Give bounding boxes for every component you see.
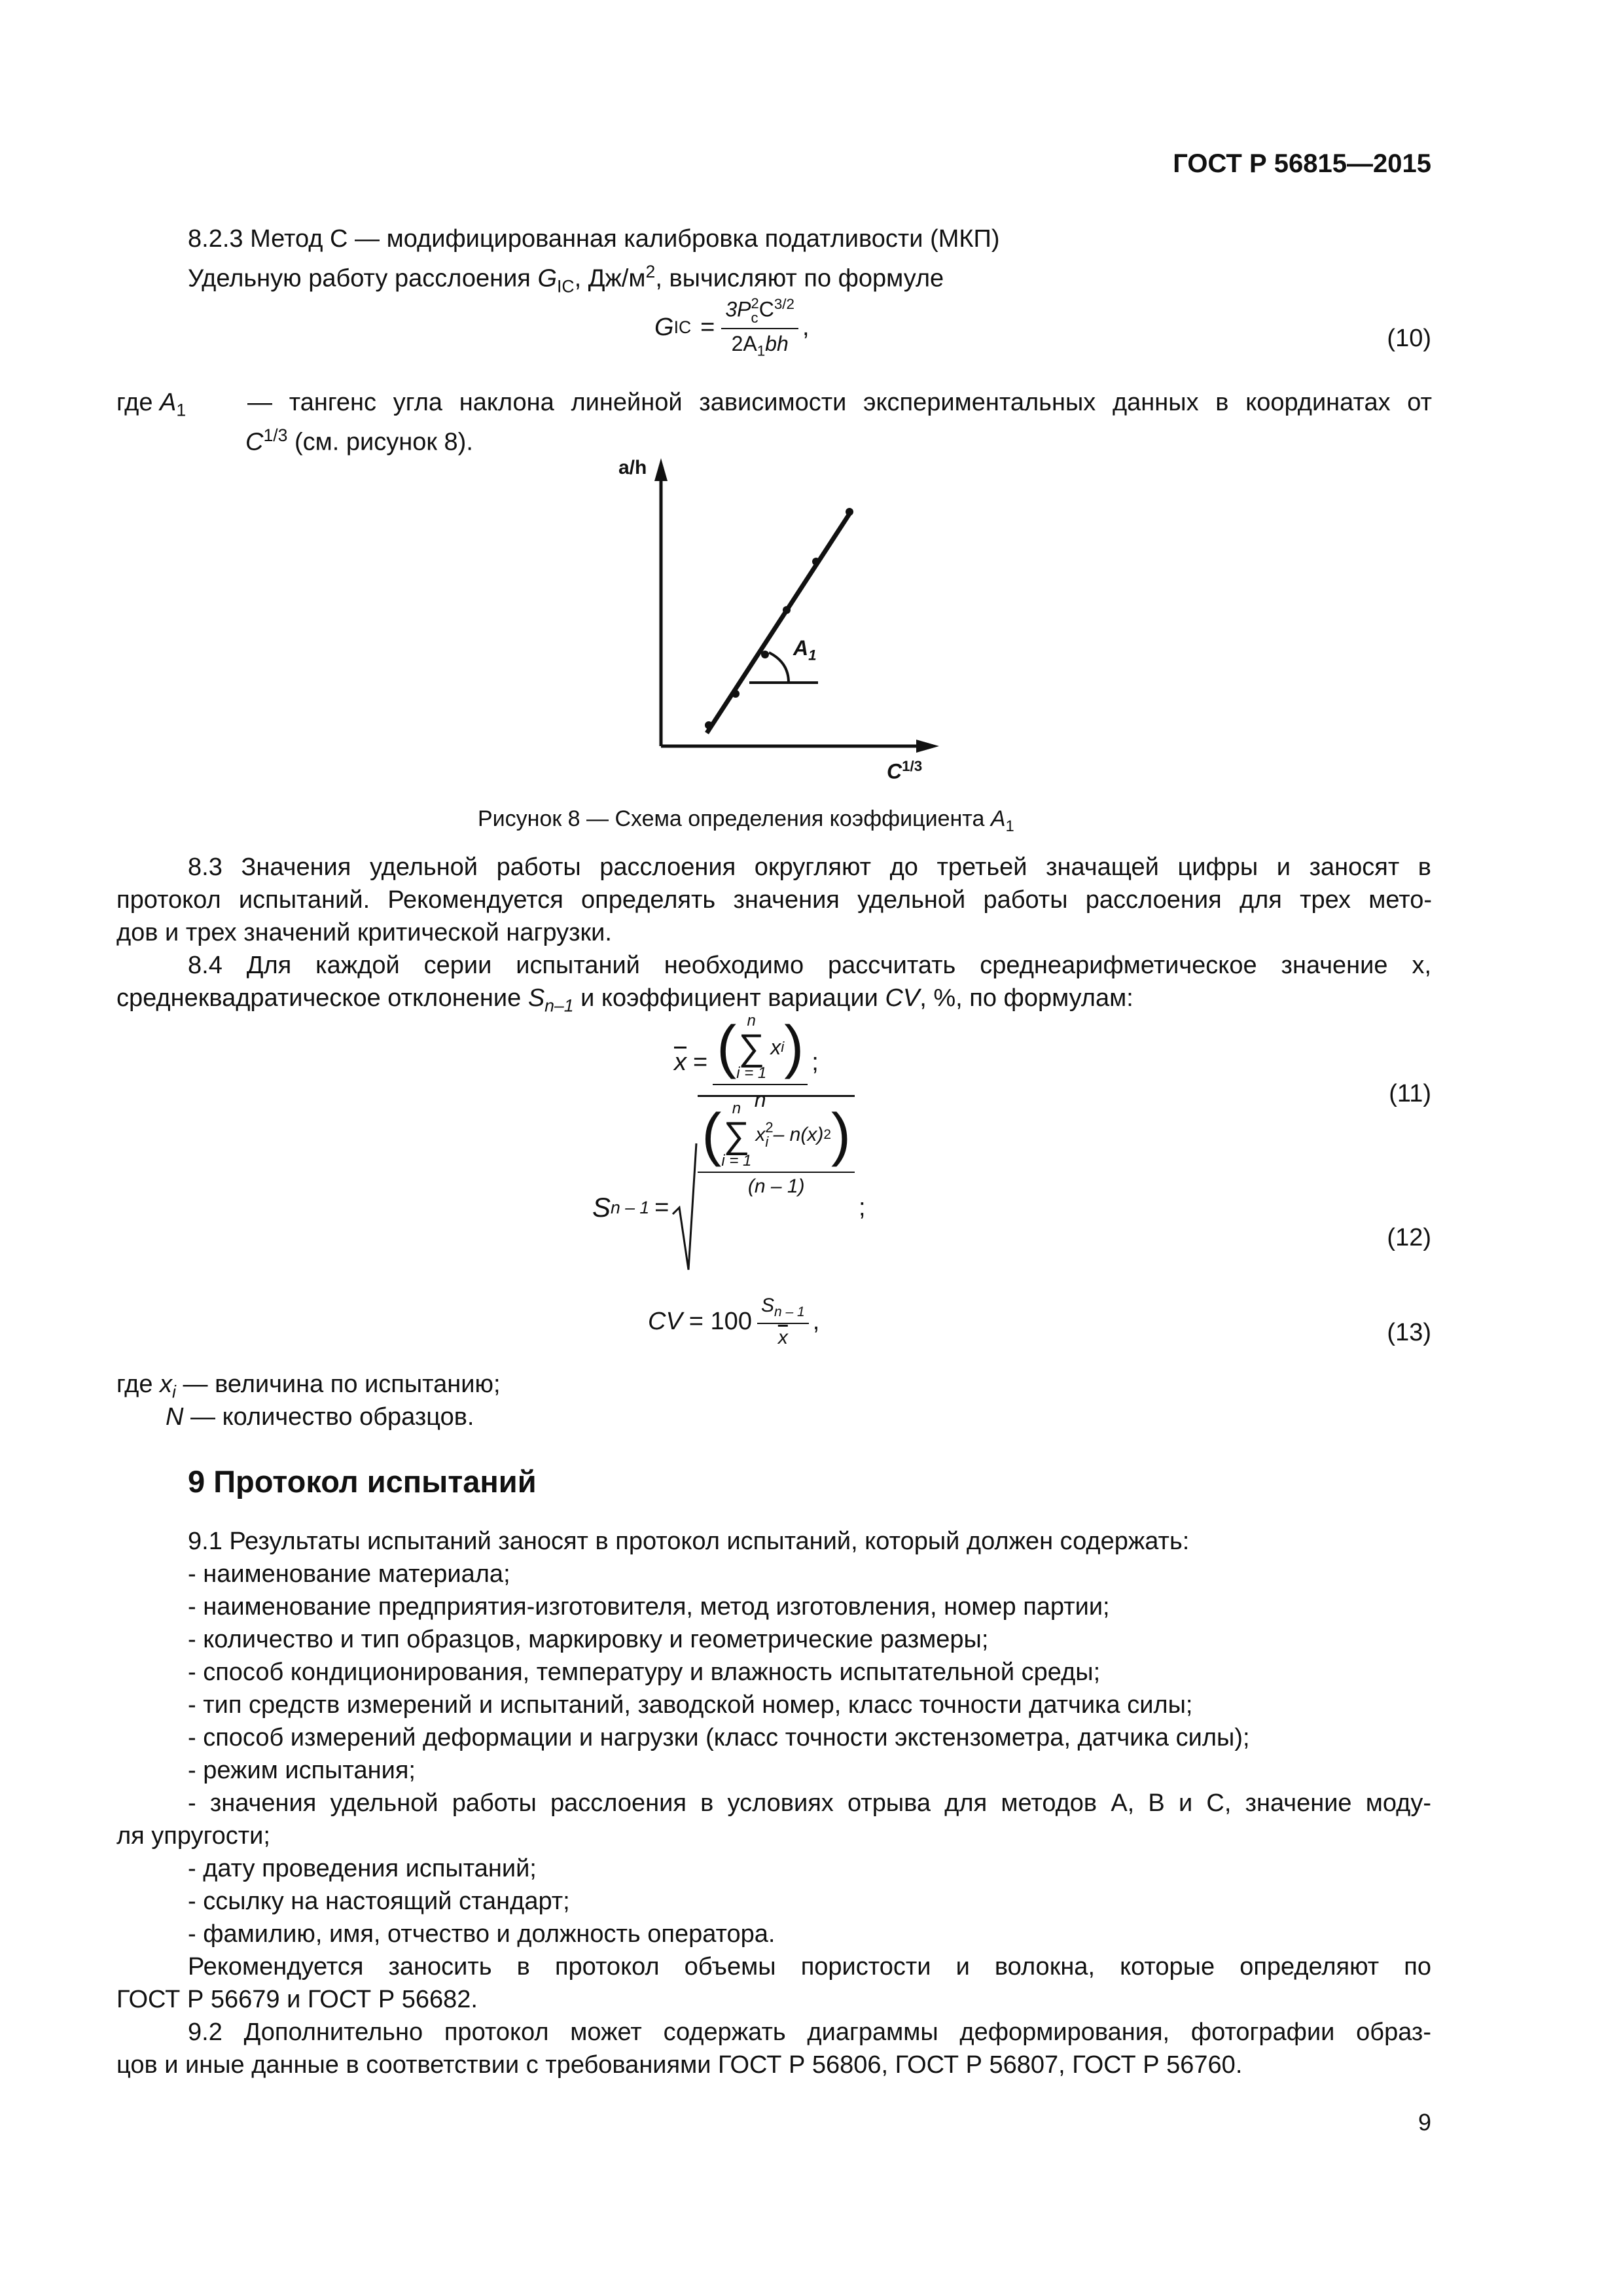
equation-12-fraction: ( n ∑ i = 1 x 2 i – n(x) 2 ) (n – 1) xyxy=(698,1101,855,1198)
where-xi: где $x_i$ — величина по испытанию; xyxy=(116,1371,501,1402)
document-code-header: ГОСТ Р 56815—2015 xyxy=(1173,149,1431,178)
recommendation-line1: Рекомендуется заносить в протокол объемы пористости и волокна, которые определяют по xyxy=(188,1953,1431,1981)
regression-line xyxy=(707,512,851,733)
equation-12-number: (12) xyxy=(1387,1224,1431,1251)
equation-11-number: (11) xyxy=(1389,1080,1431,1107)
list-item-values-line2: ля упругости; xyxy=(116,1822,270,1850)
section-8-3-line2: протокол испытаний. Рекомендуется определять значения удельной работы расслоения для трех мето- xyxy=(116,886,1432,914)
recommendation-line2: ГОСТ Р 56679 и ГОСТ Р 56682. xyxy=(116,1986,478,2013)
equation-13-number: (13) xyxy=(1387,1319,1431,1346)
list-item: - наименование материала; xyxy=(188,1560,510,1588)
section-9-2-line1: 9.2 Дополнительно протокол может содержать диаграммы деформирования, фотографии образ- xyxy=(188,2018,1431,2046)
equation-11: $\overline{x}$ = ( n ∑ i = 1 x i ) n ; xyxy=(674,1012,819,1111)
data-point xyxy=(783,606,791,614)
figure-8-caption: Рисунок 8 — Схема определения коэффициента $A_1$ xyxy=(478,806,1014,835)
data-point xyxy=(846,508,853,516)
equation-13: CV = 100 $\frac{S_{n - 1}}{x}$ , xyxy=(648,1295,820,1348)
equation-10: G IC = 3P 2 c $C^{3/2}$ $2A_1bh$ , xyxy=(654,295,810,359)
x-axis-arrow xyxy=(916,740,939,753)
list-item: - способ измерений деформации и нагрузки (класс точности экстензометра, датчика силы); xyxy=(188,1724,1250,1751)
angle-label: $A_1$ xyxy=(793,636,817,664)
section-8-2-3-intro: Удельную работу расслоения $G_{IC}$, $Дж/м^2$, вычисляют по формуле xyxy=(188,262,944,296)
y-axis-label: a/h xyxy=(618,457,647,478)
data-point xyxy=(732,690,740,698)
equation-13-fraction: $\frac{S_{n - 1}}{x}$ xyxy=(757,1295,809,1349)
where-a1-line1: где $A_1$ — тангенс угла наклона линейной зависимости экспериментальных данных в координатах от xyxy=(116,389,1432,420)
sqrt-sign xyxy=(671,1142,698,1273)
list-item: - фамилию, имя, отчество и должность оператора. xyxy=(188,1920,776,1948)
data-point xyxy=(705,721,713,729)
list-item: - режим испытания; xyxy=(188,1757,416,1784)
data-point xyxy=(761,651,769,658)
section-8-4-line2: среднеквадратическое отклонение $S_{n-1}$ и коэффициент вариации CV, %, по формулам: xyxy=(116,984,1133,1016)
section-8-3-line1: 8.3 Значения удельной работы расслоения округляют до третьей значащей цифры и заносят в xyxy=(188,853,1431,881)
list-item: - количество и тип образцов, маркировку и геометрические размеры; xyxy=(188,1626,989,1653)
equation-12: S n – 1 = ( n ∑ i = 1 x 2 i – n(x) 2 ) (n – 1) ; xyxy=(592,1142,866,1273)
section-9-heading: 9 Протокол испытаний xyxy=(188,1464,537,1499)
section-9-1-intro: 9.1 Результаты испытаний заносят в протокол испытаний, который должен содержать: xyxy=(188,1528,1190,1555)
list-item: - дату проведения испытаний; xyxy=(188,1855,537,1882)
where-n: N — количество образцов. xyxy=(166,1403,474,1431)
section-8-4-line1: 8.4 Для каждой серии испытаний необходимо рассчитать среднеарифметическое значение x, xyxy=(188,952,1431,979)
equation-10-number: (10) xyxy=(1387,325,1431,352)
list-item: - ссылку на настоящий стандарт; xyxy=(188,1888,570,1915)
angle-arc xyxy=(769,653,789,683)
section-8-2-3-title: 8.2.3 Метод С — модифицированная калибровка податливости (МКП) xyxy=(188,225,1000,253)
equation-10-fraction: 3P 2 c $C^{3/2}$ $2A_1bh$ xyxy=(721,296,798,360)
figure-8-diagram xyxy=(589,452,955,792)
list-item: - тип средств измерений и испытаний, заводской номер, класс точности датчика силы; xyxy=(188,1691,1193,1719)
section-9-2-line2: цов и иные данные в соответствии с требованиями ГОСТ Р 56806, ГОСТ Р 56807, ГОСТ Р 56760. xyxy=(116,2051,1243,2079)
x-axis-label: $C^{1/3}$ xyxy=(887,758,923,783)
page-number: 9 xyxy=(1418,2109,1431,2136)
list-item: - наименование предприятия-изготовителя, метод изготовления, номер партии; xyxy=(188,1593,1110,1621)
where-a1-line2: $C^{1/3}$ (см. рисунок 8). xyxy=(245,425,473,456)
data-point xyxy=(812,558,820,565)
section-8-3-line3: дов и трех значений критической нагрузки. xyxy=(116,919,612,946)
equation-11-fraction: ( n ∑ i = 1 x i ) n xyxy=(713,1013,808,1112)
list-item: - способ кондиционирования, температуру и влажность испытательной среды; xyxy=(188,1659,1101,1686)
y-axis-arrow xyxy=(654,458,668,481)
list-item-values-line1: - значения удельной работы расслоения в условиях отрыва для методов А, В и С, значение моду- xyxy=(188,1789,1431,1817)
